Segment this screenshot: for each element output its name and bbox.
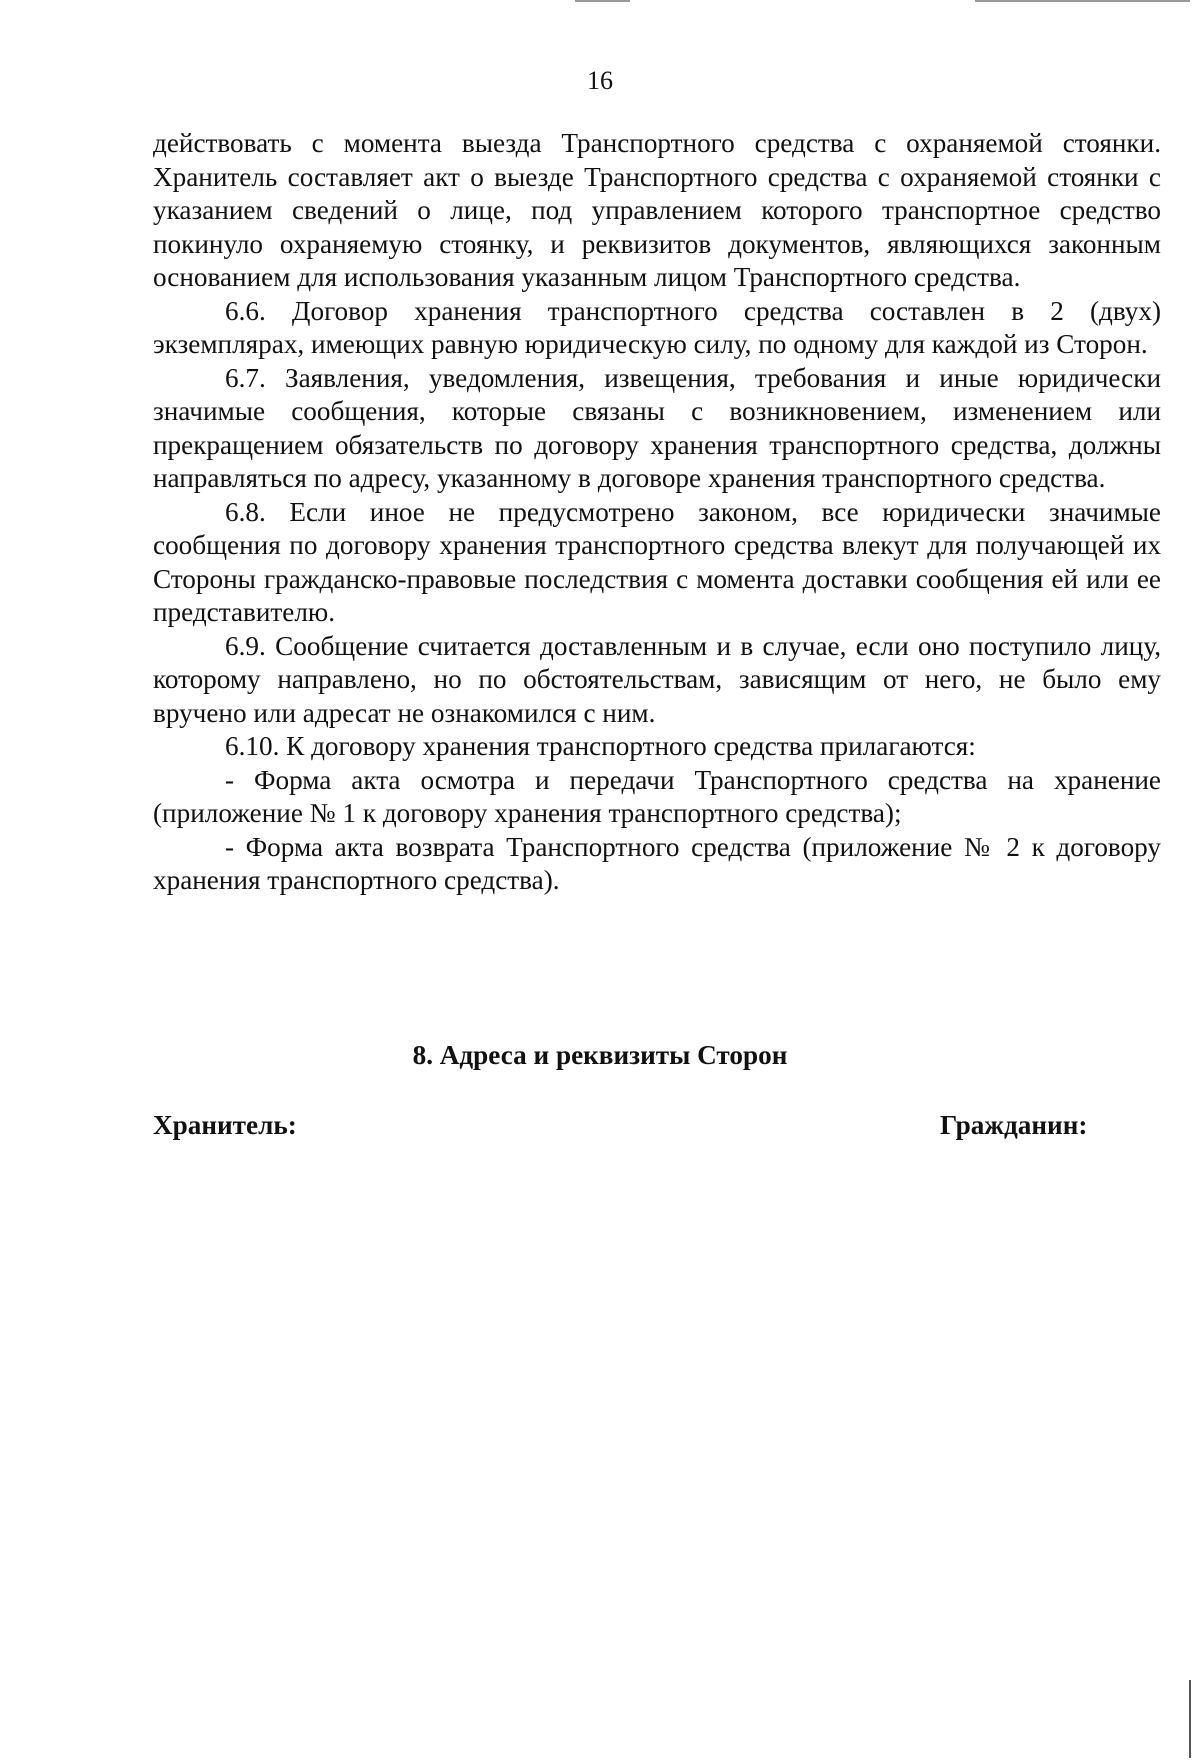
section-heading: 8. Адреса и реквизиты Сторон: [412, 1040, 788, 1070]
attachment-item-1: - Форма акта осмотра и передачи Транспортного средства на хранение (приложение № 1 к договору хранения транспортного средства);: [153, 764, 1161, 828]
document-body: [153, 127, 1161, 898]
paragraph-6-10: 6.10. К договору хранения транспортного средства прилагаются:: [225, 731, 976, 761]
scan-edge-line: [1189, 1680, 1191, 1758]
keeper-label: Хранитель:: [153, 1110, 297, 1140]
attachment-item-2: - Форма акта возврата Транспортного средства (приложение № 2 к договору хранения транспортного средства).: [153, 831, 1161, 895]
paragraph-continuation: действовать с момента выезда Транспортного средства с охраняемой стоянки. Хранитель составляет акт о выезде Транспортного средства с охраняемой стоянки с указанием сведений о лице, под управлением которого транспортное средство покинуло охраняемую стоянку, и реквизитов документов, являющихся законным основанием для использования указанным лицом Транспортного средства.: [153, 128, 1161, 292]
paragraph-6-8: 6.8. Если иное не предусмотрено законом, все юридически значимые сообщения по договору хранения транспортного средства влекут для получающей их Стороны гражданско-правовые последствия с момента доставки сообщения ей или ее представителю.: [153, 496, 1161, 627]
citizen-label: Гражданин:: [940, 1110, 1088, 1140]
paragraph-6-6: 6.6. Договор хранения транспортного средства составлен в 2 (двух) экземплярах, имеющих равную юридическую силу, по одному для каждой из Сторон.: [153, 295, 1161, 359]
paragraph-6-7: 6.7. Заявления, уведомления, извещения, требования и иные юридически значимые сообщения, которые связаны с возникновением, изменением или прекращением обязательств по договору хранения транспортного средства, должны направляться по адресу, указанному в договоре хранения транспортного средства.: [153, 362, 1161, 493]
paragraph-6-9: 6.9. Сообщение считается доставленным и в случае, если оно поступило лицу, которому направлено, но по обстоятельствам, зависящим от него, не было ему вручено или адресат не ознакомился с ним.: [153, 630, 1161, 728]
scan-edge-mark: [575, 0, 630, 2]
page-number: 16: [587, 66, 613, 95]
scan-edge-mark: [975, 0, 1190, 2]
